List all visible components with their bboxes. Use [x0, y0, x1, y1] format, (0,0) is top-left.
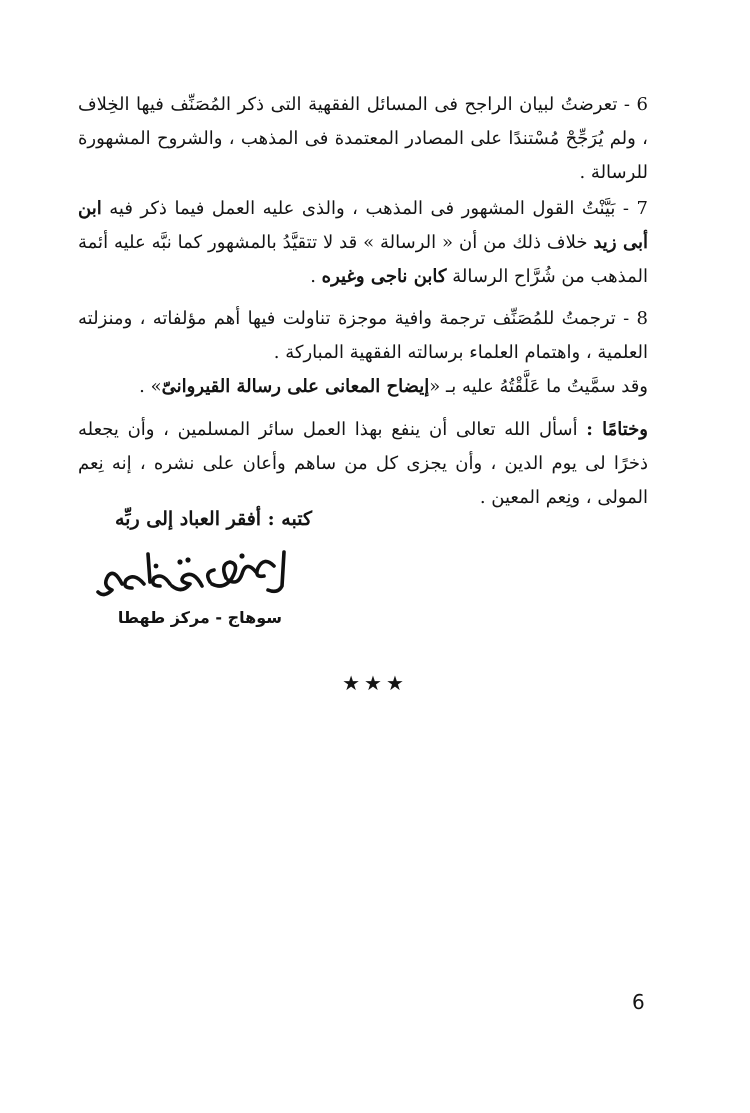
book-title-prefix: وقد سمَّيتُ ما عَلَّقْتُهُ عليه بـ «	[429, 376, 648, 397]
book-title-suffix: » .	[139, 376, 162, 397]
paragraph-6: 6 - تعرضتُ لبيان الراجح فى المسائل الفقهية التى ذكر المُصَنِّف فيها الخِلاف ، ولم يُرَجِّحْ مُسْتندًا على المصادر المعتمدة فى المذهب ، والشروح المشهورة للرسالة .	[78, 94, 648, 183]
author-name-ibn-abi-zayd: ابن أبى زيد	[78, 198, 648, 253]
signature-written-by: كتبه : أفقر العباد إلى ربِّه	[114, 508, 312, 530]
closing-heading: وختامًا :	[586, 419, 648, 440]
signature-block	[72, 502, 312, 627]
closing-text: أسأل الله تعالى أن ينفع بهذا العمل سائر المسلمين ، وأن يجعله ذخرًا لى يوم الدين ، وأن يجزى كل من ساهم وأعان على نشره ، إنه نِعم المولى ، ونِعم المعين .	[78, 419, 648, 508]
paragraph-7	[78, 192, 648, 294]
paragraph-7-text-1: 7 - بَيَّنْتُ القول المشهور فى المذهب ، والذى عليه العمل فيما ذكر فيه	[109, 198, 648, 219]
book-title: إيضاح المعانى على رسالة القيروانىّ	[161, 376, 430, 397]
book-title-paragraph	[78, 370, 648, 404]
paragraph-8: 8 - ترجمتُ للمُصَنِّف ترجمة وافية موجزة تناولت فيها أهم مؤلفاته ، ومنزلته العلمية ، واهتمام العلماء برسالته الفقهية المباركة .	[78, 308, 648, 363]
page-number: 6	[632, 990, 645, 1014]
paragraph-7-text-2: خلاف ذلك من أن « الرسالة » قد لا تتقيَّدُ بالمشهور كما نبَّه عليه أئمة المذهب من شُرَّاح الرسالة	[78, 232, 648, 287]
closing-paragraph	[78, 413, 648, 515]
commentator-names: كابن ناجى وغيره	[321, 266, 447, 287]
signature-place: سوهاج - مركز طهطا	[117, 608, 282, 627]
section-separator: ★★★	[342, 671, 408, 695]
paragraph-7-end: .	[310, 266, 316, 287]
handwritten-signature	[92, 542, 292, 604]
